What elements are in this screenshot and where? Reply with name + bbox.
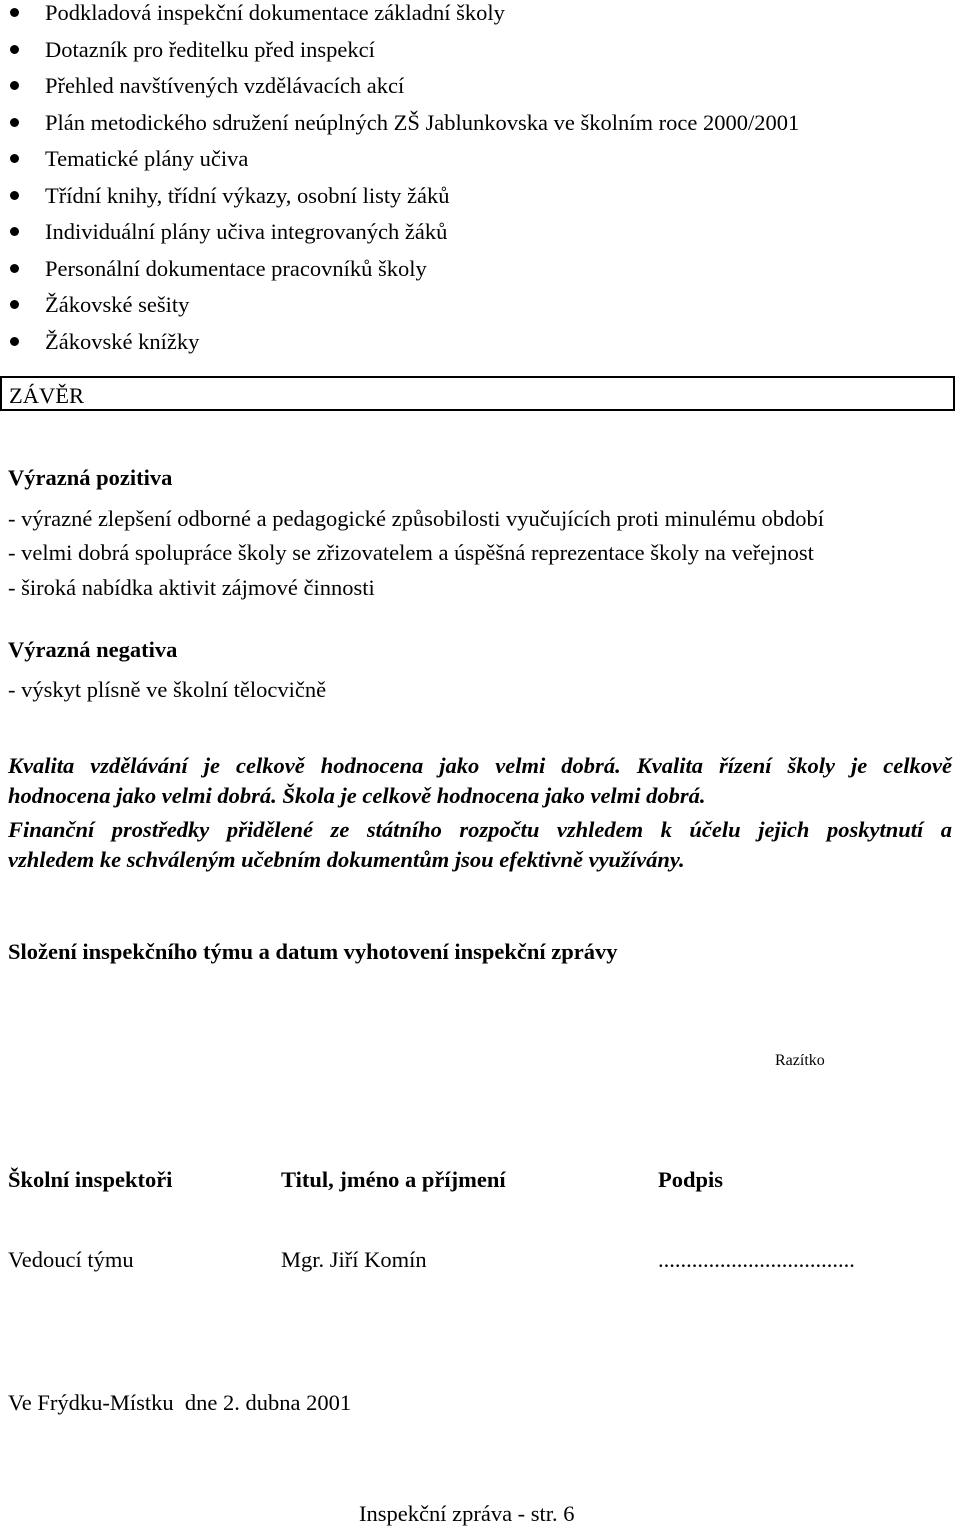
stamp-label: Razítko — [775, 1052, 825, 1069]
team-role: Vedoucí týmu — [8, 1247, 134, 1272]
bullet-icon — [10, 227, 19, 236]
bullet-icon — [10, 81, 19, 90]
list-item-text: Žákovské knížky — [45, 328, 200, 354]
list-item-text: Individuální plány učiva integrovaných žáků — [45, 219, 448, 244]
bullet-icon — [10, 264, 19, 273]
list-item-text: Tematické plány učiva — [45, 146, 249, 171]
evaluation-line: Finanční prostředky přidělené ze státního rozpočtu vzhledem k účelu jejich poskytnutí a — [8, 817, 952, 842]
list-item — [0, 145, 799, 182]
list-item — [0, 291, 799, 328]
positives-title: Výrazná pozitiva — [8, 465, 173, 490]
positive-item: - široká nabídka aktivit zájmové činnosti — [8, 575, 375, 600]
list-item — [0, 328, 799, 365]
list-item — [0, 36, 799, 73]
team-header-signature: Podpis — [658, 1167, 724, 1192]
bullet-icon — [10, 45, 19, 54]
list-item — [0, 0, 799, 36]
list-item-text: Přehled navštívených vzdělávacích akcí — [45, 73, 405, 98]
list-item — [0, 72, 799, 109]
evaluation-line: Kvalita vzdělávání je celkově hodnocena jako velmi dobrá. Kvalita řízení školy je celkově — [8, 753, 952, 778]
place-date: Ve Frýdku-Místku dne 2. dubna 2001 — [8, 1390, 352, 1415]
conclusion-heading: ZÁVĚR — [9, 383, 84, 408]
list-item-text: Žákovské sešity — [45, 292, 190, 317]
signature-line: ................................... — [658, 1247, 855, 1272]
bullet-icon — [10, 191, 19, 200]
negatives-title: Výrazná negativa — [8, 637, 178, 662]
list-item-text: Dotazník pro ředitelku před inspekcí — [45, 36, 375, 62]
negative-item: - výskyt plísně ve školní tělocvičně — [8, 677, 327, 702]
list-item — [0, 109, 799, 146]
list-item-text: Plán metodického sdružení neúplných ZŠ Jablunkovska ve školním roce 2000/2001 — [45, 109, 800, 135]
bullet-icon — [10, 8, 19, 17]
bullet-icon — [10, 337, 19, 346]
bullet-icon — [10, 300, 19, 309]
positive-item: - velmi dobrá spolupráce školy se zřizovatelem a úspěšná reprezentace školy na veřejnost — [8, 540, 814, 565]
team-header-inspectors: Školní inspektoři — [8, 1167, 173, 1192]
list-item — [0, 182, 799, 219]
evaluation-line: hodnocena jako velmi dobrá. Škola je celkově hodnocena jako velmi dobrá. — [8, 783, 706, 808]
list-item-text: Podkladová inspekční dokumentace základní školy — [45, 0, 505, 25]
list-item — [0, 218, 799, 255]
team-member-name: Mgr. Jiří Komín — [281, 1247, 427, 1272]
list-item-text: Personální dokumentace pracovníků školy — [45, 255, 427, 281]
bullet-icon — [10, 118, 19, 127]
team-title: Složení inspekčního týmu a datum vyhotovení inspekční zprávy — [8, 939, 618, 964]
list-item-text: Třídní knihy, třídní výkazy, osobní listy žáků — [45, 182, 450, 208]
documents-list — [0, 0, 799, 365]
positive-item: - výrazné zlepšení odborné a pedagogické způsobilosti vyučujících proti minulému období — [8, 506, 825, 531]
list-item — [0, 255, 799, 292]
team-header-name: Titul, jméno a příjmení — [281, 1167, 506, 1192]
conclusion-heading-box — [0, 376, 955, 411]
evaluation-line: vzhledem ke schváleným učebním dokumentům jsou efektivně využívány. — [8, 847, 685, 872]
bullet-icon — [10, 154, 19, 163]
page-footer: Inspekční zpráva - str. 6 — [359, 1501, 575, 1526]
